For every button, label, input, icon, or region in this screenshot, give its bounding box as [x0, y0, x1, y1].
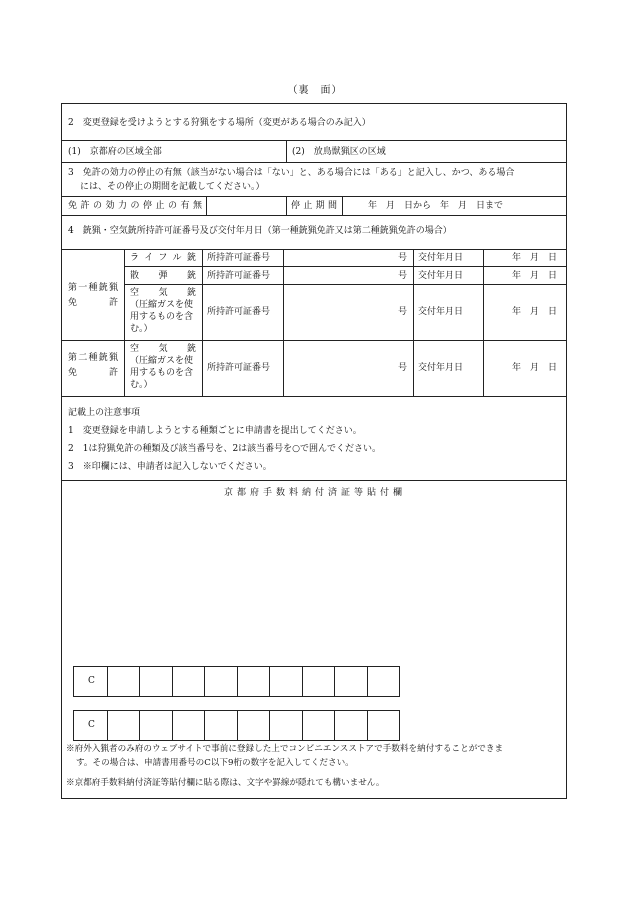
stop-status-label: 免許の効力の停止の有無 — [68, 201, 202, 211]
issue-date-label: 交付年月日 — [418, 363, 464, 373]
digit-box[interactable] — [204, 667, 238, 696]
section3-heading-line1: 3 免許の効力の停止の有無（該当がない場合は「ない」と、ある場合には「ある」と記入し、かつ、ある場合 — [68, 168, 515, 178]
license-type1-label: 第一種銃猟免許 — [68, 283, 118, 308]
divider — [61, 196, 567, 197]
divider — [483, 249, 484, 396]
stamp-area-title: 京都府手数料納付済証等貼付欄 — [223, 488, 406, 498]
divider — [61, 215, 567, 216]
permit-number-label: 所持許可証番号 — [207, 363, 271, 373]
digit-box[interactable] — [237, 711, 270, 740]
note-item: 3 ※印欄には、申請者は記入しないでください。 — [68, 462, 272, 472]
divider — [61, 249, 567, 250]
stop-period-label: 停止期間 — [291, 201, 337, 211]
convenience-store-note-line1: ※府外入猟者のみ府のウェブサイトで事前に登録した上でコンビニエンスストアで手数料を納付することができま — [66, 744, 504, 754]
air2-issue-date-field[interactable]: 年 月 日 — [512, 363, 558, 373]
air1-issue-date-field[interactable]: 年 月 日 — [512, 307, 558, 317]
divider — [206, 196, 207, 215]
air2-permit-number-field[interactable]: 号 — [398, 363, 408, 373]
area-option-hunting-ground[interactable]: (2) 放鳥獣猟区の区域 — [292, 147, 386, 157]
divider — [124, 249, 125, 396]
digit-box[interactable] — [367, 667, 400, 696]
divider — [413, 249, 414, 396]
section4-heading: 4 銃猟・空気銃所持許可証番号及び交付年月日（第一種銃猟免許又は第二種銃猟免許の場合） — [68, 226, 452, 236]
issue-date-label: 交付年月日 — [418, 253, 464, 263]
air-gun-note: （圧縮ガスを使用するものを含む。） — [130, 356, 194, 390]
digit-box[interactable] — [172, 711, 205, 740]
permit-number-label: 所持許可証番号 — [207, 307, 271, 317]
gun-air-label: 空気銃 — [130, 344, 196, 354]
digit-box[interactable] — [367, 711, 400, 740]
rifle-permit-number-field[interactable]: 号 — [398, 253, 408, 263]
gun-rifle-label: ライフル銃 — [130, 253, 196, 263]
digit-box[interactable] — [139, 667, 173, 696]
air-gun-note: （圧縮ガスを使用するものを含む。） — [130, 300, 194, 334]
box-prefix-c: C — [88, 720, 95, 730]
divider — [124, 266, 567, 267]
divider — [61, 340, 567, 341]
stop-period-field[interactable]: 年 月 日から 年 月 日まで — [368, 201, 504, 211]
digit-box[interactable] — [302, 711, 335, 740]
shotgun-permit-number-field[interactable]: 号 — [398, 271, 408, 281]
license-type2-label: 第二種銃猟免許 — [68, 353, 118, 378]
shotgun-issue-date-field[interactable]: 年 月 日 — [512, 271, 558, 281]
digit-box[interactable] — [139, 711, 173, 740]
stop-status-field[interactable] — [210, 198, 284, 213]
digit-box[interactable] — [107, 711, 140, 740]
application-number-boxes — [73, 666, 400, 697]
rifle-issue-date-field[interactable]: 年 月 日 — [512, 253, 558, 263]
digit-box[interactable] — [172, 667, 205, 696]
section2-heading: 2 変更登録を受けようとする狩猟をする場所（変更がある場合のみ記入） — [68, 118, 371, 128]
note-item: 2 1は狩猟免許の種類及び該当番号を、2は該当番号を○で囲んでください。 — [68, 444, 382, 454]
digit-box[interactable] — [302, 667, 335, 696]
area-option-kyoto[interactable]: (1) 京都府の区域全部 — [68, 147, 162, 157]
page-title: （裏 面） — [287, 85, 343, 96]
digit-box[interactable] — [237, 667, 270, 696]
digit-box[interactable] — [334, 667, 368, 696]
permit-number-label: 所持許可証番号 — [207, 271, 271, 281]
divider — [61, 140, 567, 141]
note-item: 1 変更登録を申請しようとする種類ごとに申請書を提出してください。 — [68, 426, 362, 436]
digit-box[interactable] — [269, 667, 303, 696]
divider — [61, 396, 567, 397]
section3-heading-line2: には、その停止の期間を記載してください。） — [80, 182, 265, 192]
issue-date-label: 交付年月日 — [418, 271, 464, 281]
divider — [286, 140, 287, 162]
notes-heading: 記載上の注意事項 — [68, 408, 141, 418]
permit-number-label: 所持許可証番号 — [207, 253, 271, 263]
divider — [124, 284, 567, 285]
air1-permit-number-field[interactable]: 号 — [398, 307, 408, 317]
divider — [283, 249, 284, 396]
stamp-paste-area[interactable] — [70, 504, 560, 662]
gun-shotgun-label: 散弾銃 — [130, 271, 196, 281]
gun-air-label: 空気銃 — [130, 288, 196, 298]
box-prefix-c: C — [88, 676, 95, 686]
digit-box[interactable] — [334, 711, 368, 740]
convenience-store-note-line2: す。その場合は、申請書用番号のC以下9桁の数字を記入してください。 — [76, 758, 354, 768]
divider — [61, 162, 567, 163]
digit-box[interactable] — [269, 711, 303, 740]
divider — [202, 249, 203, 396]
digit-box[interactable] — [204, 711, 238, 740]
application-number-boxes — [73, 710, 400, 741]
issue-date-label: 交付年月日 — [418, 307, 464, 317]
divider — [61, 480, 567, 481]
digit-box[interactable] — [107, 667, 140, 696]
divider — [286, 196, 287, 215]
paste-note: ※京都府手数料納付済証等貼付欄に貼る際は、文字や罫線が隠れても構いません。 — [66, 778, 385, 788]
divider — [342, 196, 343, 215]
